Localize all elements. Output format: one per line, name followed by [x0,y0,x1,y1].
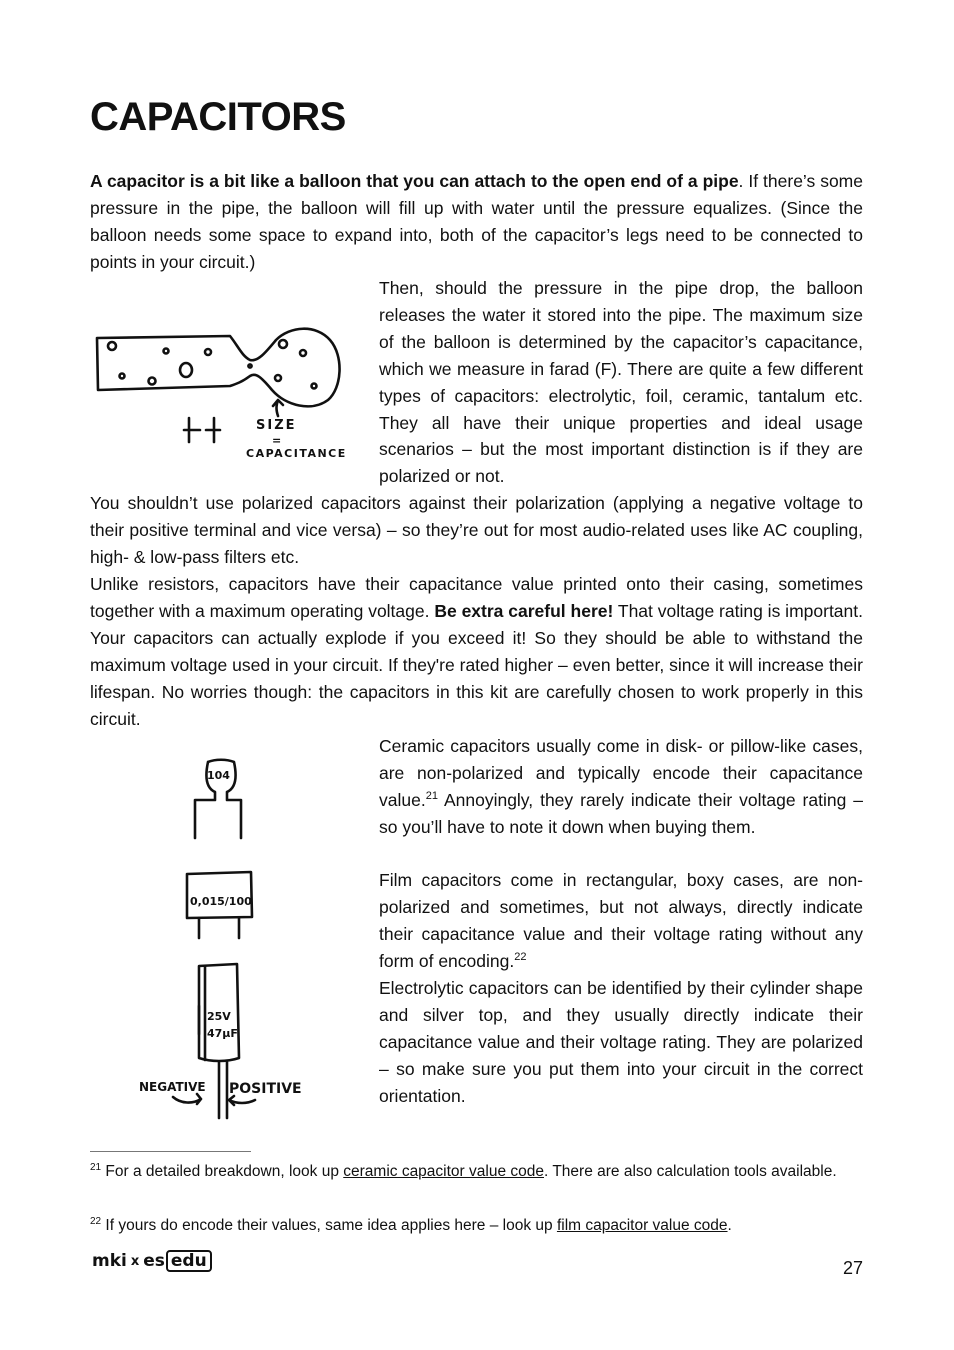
balloon-outline [97,329,340,407]
film-paragraph [379,867,863,975]
voltage-warning: Be extra careful here! [434,600,614,621]
balloon-pipe-illustration [90,318,355,468]
footnote-ref-22[interactable]: 22 [514,950,527,963]
footnote-ref-21[interactable]: 21 [425,789,438,802]
film-code-link[interactable]: film capacitor value code [556,1217,728,1234]
electrolytic-voltage-label: 25V [207,1010,231,1023]
footnote-number: 22 [90,1215,102,1227]
logo-es: es [143,1251,165,1271]
intro-paragraph [90,168,863,276]
electrolytic-value-label: 47µF [207,1027,238,1040]
page-title: CAPACITORS [90,95,346,139]
film-text: Film capacitors come in rectangular, boxy cases, are non-polarized and sometimes, but not always, directly indicate their capacitance value and their voltage rating without any form of encoding. [379,870,863,971]
logo-mki: mki [92,1251,127,1271]
size-label: SIZE [256,418,297,433]
footnote-number: 21 [90,1161,102,1173]
balloon-paragraph: Then, should the pressure in the pipe drop, the balloon releases the water it stored into the pipe. The maximum size of the balloon is determined by the capacitor’s capacitance, which we measure in farad (F). There are quite a few different types of capacitors: electrolytic, foil, ceramic, tantalum etc. They all have their unique properties and ideal usage scenarios – but the most important distinction is if they are polarized or not. [379,278,863,487]
logo-edu: edu [166,1250,212,1272]
footnote-text: For a detailed breakdown, look up [101,1163,344,1180]
voltage-text-1: Unlike resistors, capacitors have their capacitance value printed onto their casing, sometimes together with a maximum operating voltage. [90,574,863,621]
footnote-22 [90,1216,863,1236]
electrolytic-paragraph: Electrolytic capacitors can be identified by their cylinder shape and silver top, and they usually directly indicate their capacitance value and their voltage rating. They are polarized – so make sure you put them into your circuit in the correct orientation. [379,978,863,1106]
intro-bold: A capacitor is a bit like a balloon that you can attach to the open end of a pipe [90,171,739,191]
capacitance-label: CAPACITANCE [246,447,347,460]
negative-label: NEGATIVE [139,1080,206,1094]
equals-label: = [272,434,282,447]
footnote-text: If yours do encode their values, same idea applies here – look up [101,1217,557,1234]
publisher-logo [92,1250,212,1272]
polarized-paragraph: You shouldn’t use polarized capacitors against their polarization (applying a negative voltage to their positive terminal and vice versa) – so they’re out for most audio-related uses like AC coupling, high- & low-pass filters etc. [90,493,863,567]
page-number: 27 [842,1258,863,1278]
footnote-divider [90,1151,251,1152]
logo-x: x [130,1253,140,1269]
voltage-paragraph [90,571,863,732]
footnote-text: . There are also calculation tools available. [544,1163,837,1180]
ceramic-paragraph [379,733,863,841]
positive-label: POSITIVE [229,1081,302,1097]
capacitor-types-illustration [135,752,310,1124]
ceramic-value-label: 104 [207,769,230,782]
voltage-text-2: That voltage rating is important. Your capacitors can actually explode if you exceed it! So they should be able to withstand the maximum voltage used in your circuit. If they're rated higher – even better, since it will increase their lifespan. No worries though: the capacitors in this kit are carefully chosen to work properly in this circuit. [90,600,863,729]
ceramic-code-link[interactable]: ceramic capacitor value code [343,1163,544,1180]
ceramic-text-1: Ceramic capacitors usually come in disk- or pillow-like cases, are non-polarized and typically encode their capacitance value. [379,736,863,810]
ceramic-text-2: Annoyingly, they rarely indicate their voltage rating – so you’ll have to note it down when buying them. [379,789,863,837]
film-value-label: 0,015/100 [190,895,252,908]
intro-rest: . If there’s some pressure in the pipe, the balloon will fill up with water until the pressure equalizes. (Since the balloon needs some space to expand into, both of the capacitor’s legs need to be connected to points in your circuit.) [90,171,863,272]
footnote-21 [90,1162,863,1182]
footnote-text: . [727,1217,732,1234]
